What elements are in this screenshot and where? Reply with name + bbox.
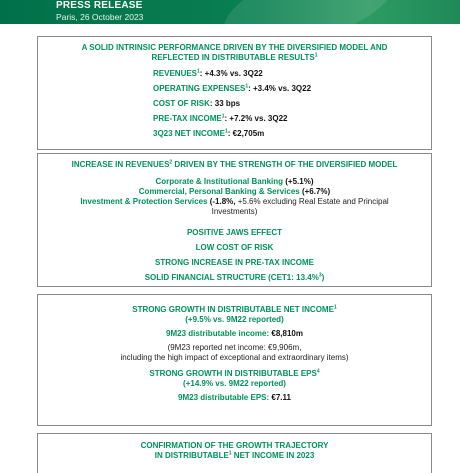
box3-heading-eps-sub: (+14.9% vs. 9M22 reported) — [183, 379, 286, 388]
distributable-eps: 9M23 distributable EPS: €7.11 — [178, 393, 291, 402]
kpi-revenues: $REVENUES^1$: +4.3% vs. 3Q22 — [153, 68, 263, 78]
box4-heading-line2: IN DISTRIBUTABLE$^1$ NET INCOME IN 2023 — [154, 450, 315, 460]
press-release-date: Paris, 26 October 2023 — [56, 12, 144, 22]
box4-heading-line1: CONFIRMATION OF THE GROWTH TRAJECTORY — [140, 441, 329, 450]
point-cost-of-risk: LOW COST OF RISK — [195, 243, 274, 252]
box3-heading-net-income-sub: (+9.5% vs. 9M22 reported) — [185, 315, 284, 324]
box3-heading-eps: STRONG GROWTH IN DISTRIBUTABLE EPS$^4$ — [149, 368, 320, 378]
division-ips-note: Investments) — [211, 207, 258, 216]
highlights-box-revenues — [37, 153, 432, 287]
box2-points — [38, 228, 431, 283]
kpi-cost-of-risk: COST OF RISK: 33 bps — [153, 99, 241, 108]
reported-net-income: (9M23 reported net income: €9,906m, — [167, 343, 302, 352]
point-pre-tax-income: STRONG INCREASE IN PRE-TAX INCOME — [155, 258, 314, 267]
highlights-box-trajectory — [37, 433, 432, 473]
point-financial-structure: SOLID FINANCIAL STRUCTURE (CET1: 13.4%$^3$) — [144, 272, 325, 282]
division-cpbs: Commercial, Personal Banking & Services (+6.7%) — [138, 187, 331, 196]
kpi-pre-tax-income: PRE-TAX $INCOME^1$: +7.2% vs. 3Q22 — [153, 113, 288, 123]
highlights-box-performance — [37, 36, 432, 150]
box2-heading: INCREASE IN REVENUES$^2$ DRIVEN BY THE STRENGTH OF THE DIVERSIFIED MODEL — [71, 159, 398, 169]
box1-kpi-list — [153, 69, 311, 139]
banner-swoosh-decoration — [214, 0, 407, 24]
box1-heading-line2: REFLECTED IN DISTRIBUTABLE RESULTS — [151, 53, 315, 62]
box1-heading-line1: A SOLID INTRINSIC PERFORMANCE DRIVEN BY THE DIVERSIFIED MODEL AND — [81, 43, 388, 52]
division-cib: Corporate & Institutional Banking (+5.1%) — [155, 177, 314, 186]
box2-divisions — [38, 177, 431, 217]
press-release-title: PRESS RELEASE — [56, 0, 143, 11]
box1-heading-footnote: 1 — [314, 52, 318, 59]
reported-net-income-note: including the high impact of exceptional and extraordinary items) — [120, 353, 349, 362]
box4-heading — [38, 441, 431, 461]
kpi-net-income: 3Q23 NET INCOME$^1$: €2,705m — [153, 128, 265, 138]
point-jaws-effect: POSITIVE JAWS EFFECT — [186, 228, 283, 237]
distributable-income: 9M23 distributable income: €8,810m — [166, 329, 303, 338]
division-ips: Investment & Protection Services (-1.8%, +5.6% excluding Real Estate and Principal — [80, 197, 389, 206]
kpi-operating-expenses: OPERATING $EXPENSES^1$: +3.4% vs. 3Q22 — [153, 83, 312, 93]
box3-heading-net-income: STRONG GROWTH IN DISTRIBUTABLE NET INCOME$^1$ — [132, 304, 337, 314]
box3-content — [38, 305, 431, 403]
highlights-box-distributable — [37, 294, 432, 426]
box1-heading — [38, 43, 431, 63]
press-release-banner — [0, 0, 460, 24]
